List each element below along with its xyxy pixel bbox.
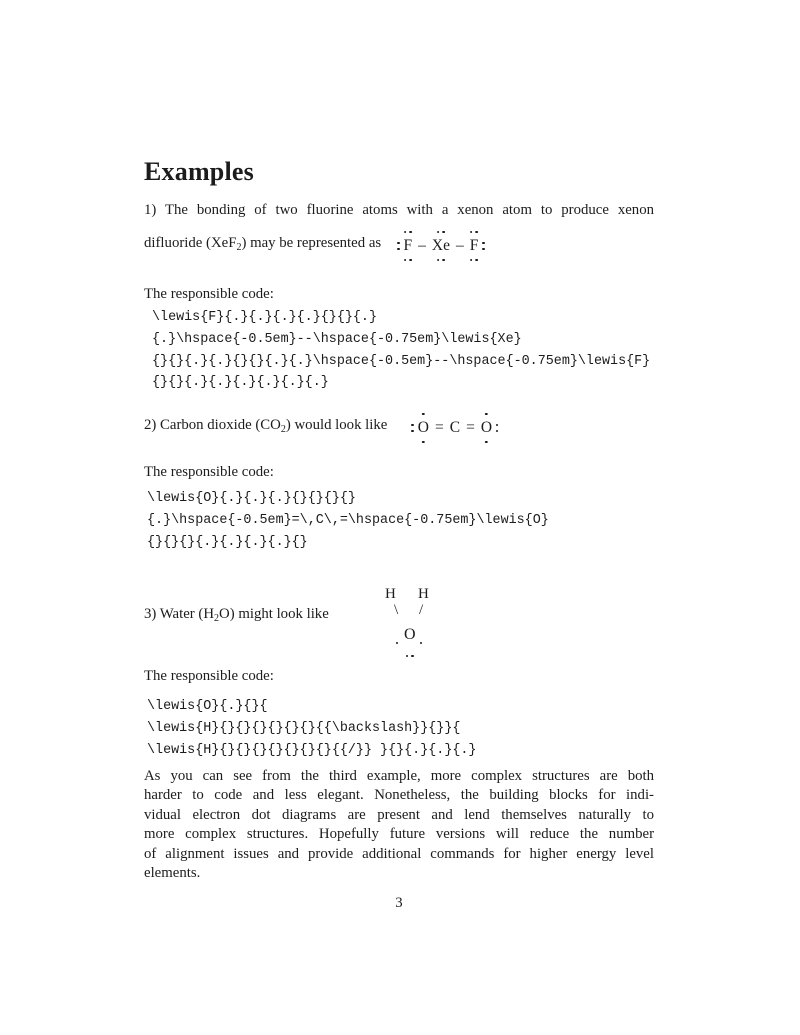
text-fragment: 2) Carbon dioxide (CO [144,417,281,434]
atom-symbol: F [469,237,479,254]
line: As you can see from the third example, more complex structures are both [144,768,654,784]
electron-dots-top1 [485,413,487,415]
electron-dots-top [404,231,412,233]
atom-symbol: F [403,237,413,254]
text-fragment: ) would look like [285,417,388,434]
text-fragment: 3) Water (H [144,606,215,622]
subscript: 2 [236,242,242,254]
line: more complex structures. Hopefully future versions will reduce the number [144,826,654,843]
atom-O [417,419,430,437]
example2-text [144,416,387,439]
electron-dots-top [437,231,445,233]
text-fragment: difluoride (XeF [144,235,237,252]
electron-dots-vpair [482,242,484,250]
example1-line2-text [144,234,381,257]
example1-line1: 1) The bonding of two fluorine atoms with a xenon atom to produce xenon [144,202,654,218]
section-title: Examples [144,157,254,186]
line: elements. [144,865,201,882]
bond: = [434,419,444,436]
closing-paragraph [144,767,654,883]
bond-slash: / [419,602,424,618]
line: \lewis{H}{}{}{}{}{}{}{{\backslash}}{}}{ [147,720,461,736]
electron-dots-vpair [411,424,413,432]
bond: – [418,237,426,254]
code-intro-label: The responsible code: [144,464,274,480]
code-block-1 [152,307,650,394]
example3-text [144,605,329,628]
subscript: 2 [280,424,286,436]
atom-C [449,419,461,437]
bond-backslash: \ [394,602,399,618]
electron-dots-top1 [422,413,424,415]
bond: – [456,237,464,254]
bond: = [466,419,475,436]
line: \lewis{F}{.}{.}{.}{.}{}{}{.} [152,310,377,325]
atom-H: H [385,586,396,602]
atom-F [469,237,480,255]
electron-dots-bottom [404,259,412,261]
text-fragment: ) may be represented as [241,235,382,252]
code-intro-label: The responsible code: [144,286,274,302]
atom-O: O [404,626,416,643]
example2-line [144,411,498,445]
line: vidual electron dot diagrams are present and lend themselves naturally to [144,806,654,823]
lewis-structure-water [383,586,443,666]
line: \lewis{O}{.}{}{ [147,699,268,714]
line: of alignment issues and provide additional commands for higher energy level [144,845,654,862]
electron-dots-bottom1 [485,441,487,443]
atom-Xe [431,237,451,255]
atom-O [480,419,493,437]
atom-F [403,237,414,255]
lewis-structure-co2 [411,419,498,437]
page-number: 3 [395,895,403,911]
code-intro-label: The responsible code: [144,668,274,684]
electron-dots-bottom [437,259,445,261]
code-block-3 [147,696,476,761]
electron-dots-bottom [470,259,478,261]
atom-symbol: Xe [431,237,450,254]
electron-dots-vpair [397,242,399,250]
text-fragment: O) might look like [219,606,329,622]
electron-dots-vpair [496,424,498,432]
lewis-structure-xef2 [397,237,485,255]
line: harder to code and less elegant. Nonetheless, the building blocks for indi- [144,787,654,804]
subscript: 2 [214,613,220,624]
line: {}{}{.}{.}{.}{.}{.}{.} [152,375,329,391]
line: \lewis{O}{.}{.}{.}{}{}{}{} [147,491,356,506]
line: \lewis{H}{}{}{}{}{}{}{}{{/}} }{}{.}{.}{.} [147,742,477,758]
atom-H: H [418,586,429,602]
atom-symbol: O [480,419,493,436]
line: {.}\hspace{-0.5em}=\,C\,=\hspace{-0.75em}\lewis{O} [147,512,549,528]
atom-symbol: C [449,419,461,436]
example1-line2 [144,229,485,263]
line: {}{}{.}{.}{}{}{.}{.}\hspace{-0.5em}--\hspace{-0.75em}\lewis{F} [152,353,651,369]
line: {.}\hspace{-0.5em}--\hspace{-0.75em}\lewis{Xe} [152,331,522,347]
code-block-2 [147,488,549,553]
electron-dot [396,642,398,644]
line: {}{}{}{.}{.}{.}{.}{} [147,534,308,550]
electron-dots-bottom1 [422,441,424,443]
atom-symbol: O [417,419,429,436]
electron-dot-pair [406,655,414,657]
electron-dot [420,642,422,644]
electron-dots-top [470,231,478,233]
